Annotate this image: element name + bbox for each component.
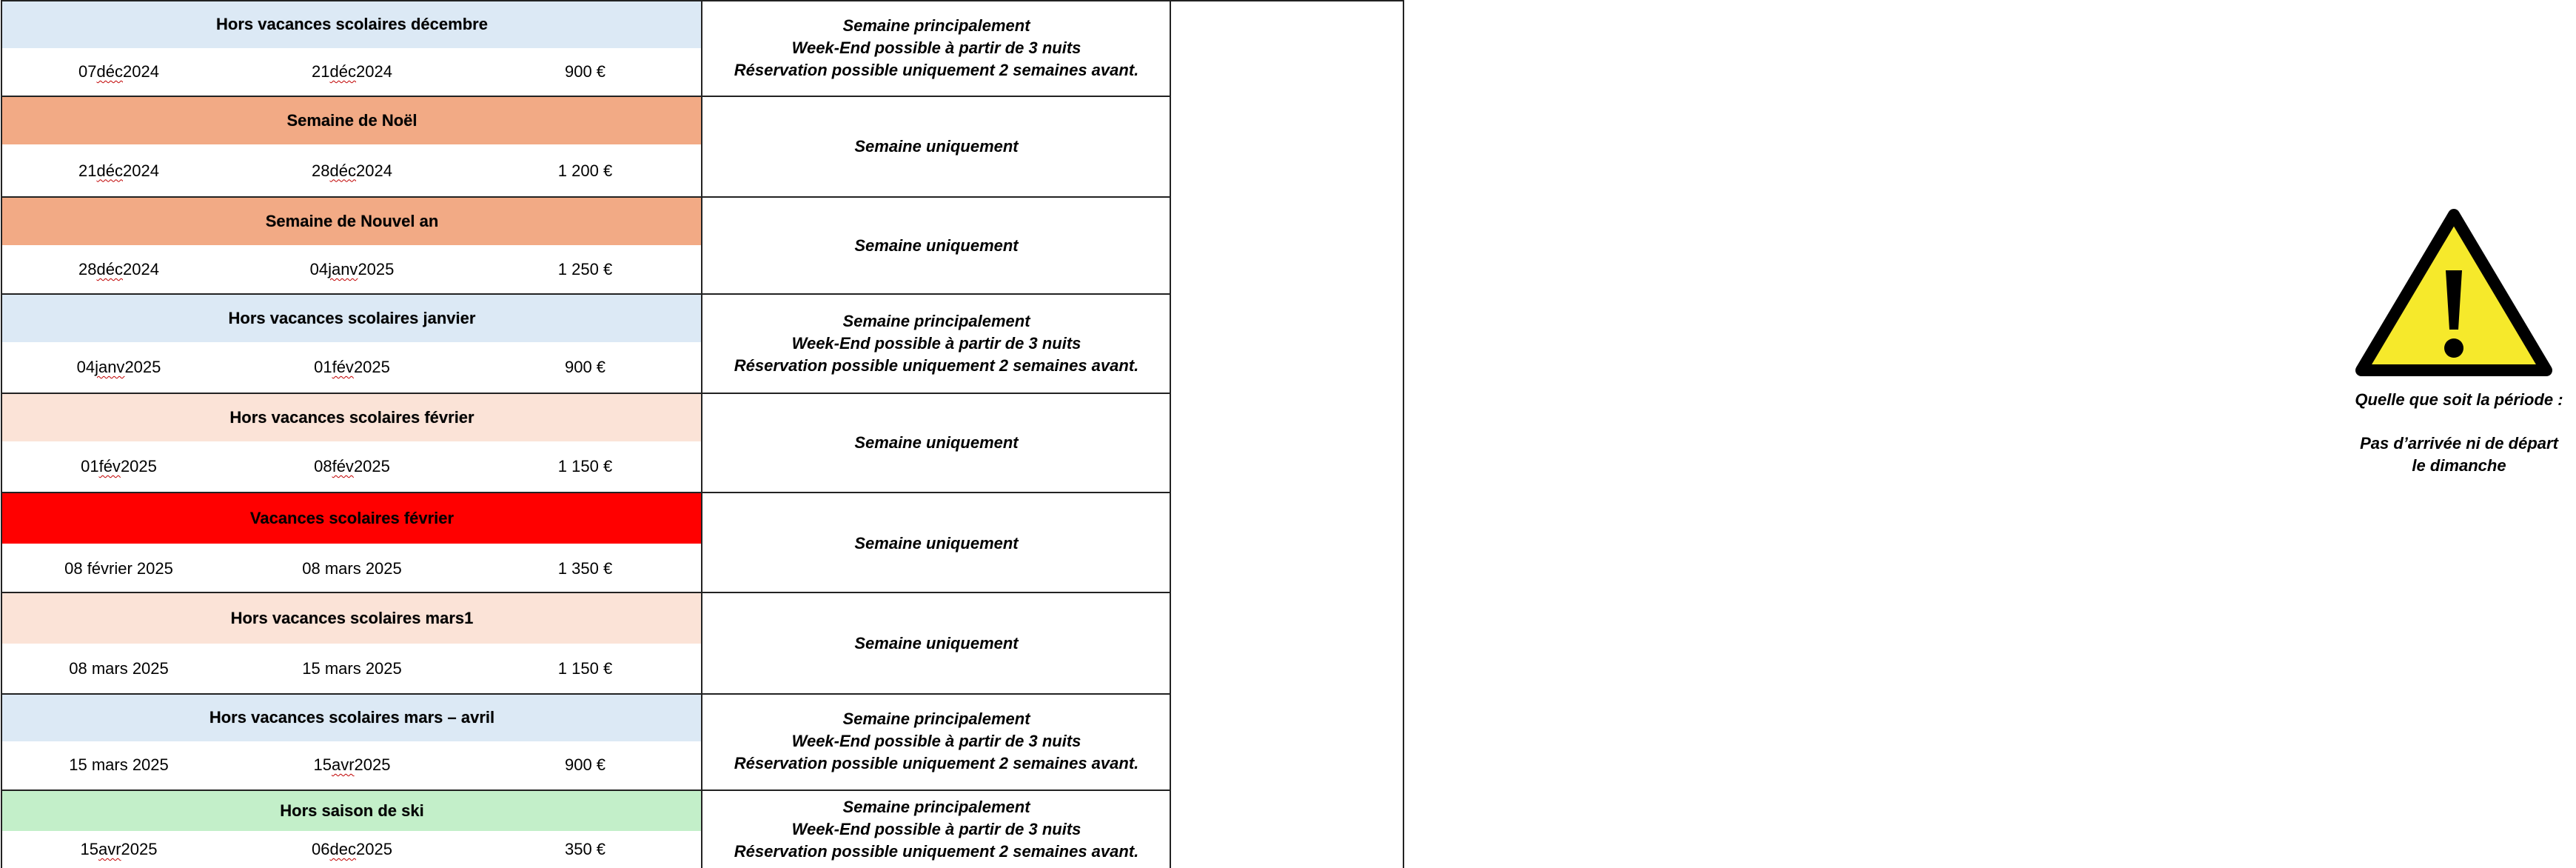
start-date: 08 février 2025 [64, 559, 173, 578]
price: 1 150 € [557, 659, 613, 678]
period-conditions [703, 393, 1170, 492]
end-date: 21 déc 2024 [312, 62, 392, 81]
condition-line: Réservation possible uniquement 2 semaines avant. [734, 754, 1139, 772]
date-row [2, 441, 702, 492]
condition-line: Semaine uniquement [854, 236, 1019, 255]
warning-triangle-icon [2354, 207, 2554, 381]
start-date: 04 janv 2025 [76, 358, 161, 376]
start-date: 21 déc 2024 [78, 161, 159, 180]
condition-line: Réservation possible uniquement 2 semaines avant. [734, 841, 1139, 861]
condition-line: Semaine principalement [842, 710, 1030, 728]
month-abbrev: déc [96, 62, 123, 81]
period-conditions [703, 694, 1170, 789]
warning-heading: Quelle que soit la période : [2355, 390, 2563, 409]
price: 900 € [564, 358, 606, 376]
condition-line: Semaine uniquement [854, 633, 1019, 652]
price: 1 200 € [557, 161, 613, 180]
period-conditions [703, 96, 1170, 197]
period-header: Hors vacances scolaires décembre [2, 0, 702, 48]
period-conditions [703, 294, 1170, 393]
month-abbrev: fév [98, 457, 121, 475]
date-row [2, 48, 702, 96]
end-date: 08 mars 2025 [302, 559, 402, 578]
end-date: 08 fév 2025 [314, 457, 390, 475]
end-date: 01 fév 2025 [314, 358, 390, 376]
row-divider [1, 492, 1171, 493]
period-header: Hors saison de ski [2, 790, 702, 831]
period-conditions [703, 0, 1170, 96]
date-row [2, 144, 702, 197]
start-date: 01 fév 2025 [81, 457, 157, 475]
period-conditions [703, 197, 1170, 294]
condition-line: Semaine principalement [842, 797, 1030, 816]
month-abbrev: fév [332, 457, 354, 475]
period-conditions [703, 493, 1170, 594]
condition-line: Semaine principalement [842, 311, 1030, 330]
condition-line: Week-End possible à partir de 3 nuits [791, 333, 1081, 353]
month-abbrev: déc [96, 161, 123, 180]
row-divider [1, 789, 1171, 791]
price: 900 € [564, 755, 606, 774]
condition-line: Semaine uniquement [854, 137, 1019, 156]
date-row [2, 741, 702, 789]
end-date: 15 mars 2025 [302, 659, 402, 678]
date-row [2, 245, 702, 294]
row-divider [1, 592, 1171, 593]
left-border [1, 0, 2, 868]
date-row [2, 544, 702, 594]
date-row [2, 831, 702, 868]
month-abbrev: avr [331, 755, 355, 774]
row-divider [1, 693, 1171, 695]
period-header: Hors vacances scolaires mars1 [2, 592, 702, 644]
period-conditions [703, 790, 1170, 868]
start-date: 15 mars 2025 [69, 755, 169, 774]
date-row [2, 342, 702, 393]
end-date: 06 dec 2025 [312, 840, 392, 858]
row-divider [1, 96, 1171, 97]
start-date: 08 mars 2025 [69, 659, 169, 678]
period-header: Semaine de Noël [2, 96, 702, 144]
price: 350 € [564, 840, 606, 858]
period-header: Hors vacances scolaires février [2, 393, 702, 441]
condition-line: Semaine uniquement [854, 533, 1019, 552]
month-abbrev: dec [329, 840, 356, 858]
condition-line: Semaine principalement [842, 16, 1030, 35]
warning-text [2342, 389, 2576, 477]
column-divider [701, 0, 702, 868]
period-header: Semaine de Nouvel an [2, 197, 702, 245]
end-date: 04 janv 2025 [309, 260, 395, 278]
condition-line: Week-End possible à partir de 3 nuits [791, 38, 1081, 57]
end-date: 28 déc 2024 [312, 161, 392, 180]
condition-line: Réservation possible uniquement 2 semaines avant. [734, 355, 1139, 375]
month-abbrev: janv [328, 260, 358, 278]
price: 1 250 € [557, 260, 613, 278]
date-row [2, 644, 702, 694]
row-divider [1, 196, 1171, 198]
month-abbrev: avr [98, 840, 121, 858]
month-abbrev: fév [332, 358, 354, 376]
month-abbrev: déc [96, 260, 123, 278]
condition-line: Réservation possible uniquement 2 semaines avant. [734, 60, 1139, 79]
warning-panel [1171, 0, 2563, 868]
end-date: 15 avr 2025 [313, 755, 391, 774]
period-header: Hors vacances scolaires janvier [2, 294, 702, 342]
condition-line: Semaine uniquement [854, 433, 1019, 452]
period-header: Vacances scolaires février [2, 493, 702, 544]
period-conditions [703, 592, 1170, 694]
price: 900 € [564, 62, 606, 81]
condition-line: Week-End possible à partir de 3 nuits [791, 732, 1081, 750]
row-divider [1, 393, 1171, 394]
start-date: 07 déc 2024 [78, 62, 159, 81]
start-date: 28 déc 2024 [78, 260, 159, 278]
condition-line: Week-End possible à partir de 3 nuits [791, 819, 1081, 838]
month-abbrev: janv [95, 358, 125, 376]
period-header: Hors vacances scolaires mars – avril [2, 694, 702, 741]
month-abbrev: déc [329, 62, 356, 81]
warning-line-1: Pas d’arrivée ni de départ [2360, 434, 2558, 453]
month-abbrev: déc [329, 161, 356, 180]
start-date: 15 avr 2025 [80, 840, 158, 858]
warning-line-2: le dimanche [2412, 456, 2506, 475]
row-divider [1, 293, 1171, 295]
price: 1 350 € [557, 559, 613, 578]
price: 1 150 € [557, 457, 613, 475]
